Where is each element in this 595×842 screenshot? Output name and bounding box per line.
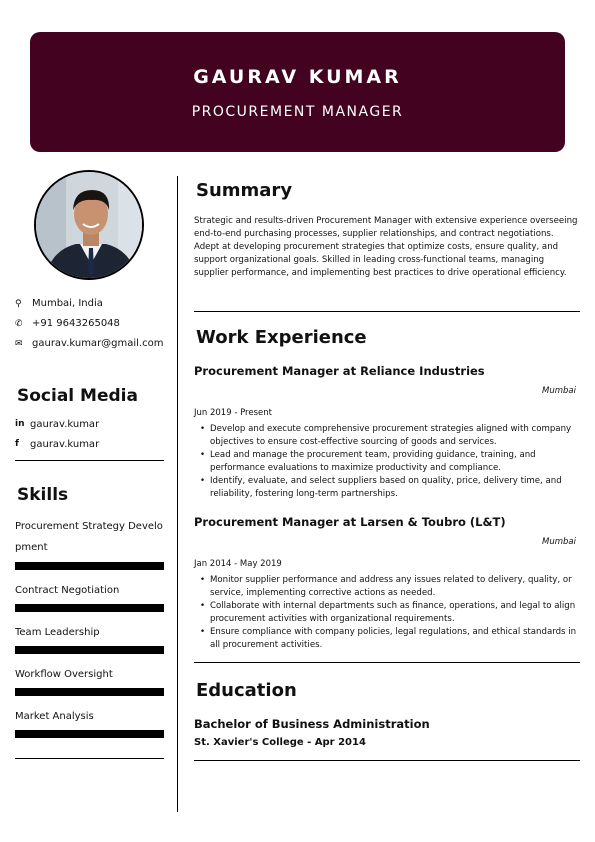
- location-text: Mumbai, India: [32, 298, 103, 309]
- skill-label: Procurement Strategy Development: [15, 521, 163, 553]
- skills-heading: Skills: [17, 485, 69, 505]
- skill-bar: [15, 730, 164, 738]
- profile-photo-illustration: [36, 172, 144, 280]
- job-dates: Jan 2014 - May 2019: [194, 559, 282, 569]
- linkedin-handle: gaurav.kumar: [30, 419, 100, 430]
- job-location: Mumbai: [542, 386, 576, 396]
- job-dates: Jun 2019 - Present: [194, 408, 272, 418]
- education-heading: Education: [196, 680, 297, 701]
- list-item: • Collaborate with internal departments such as finance, operations, and legal to align procurement activities with organizational requirements.: [194, 600, 580, 626]
- skill-bar: [15, 562, 164, 570]
- list-item: • Monitor supplier performance and address any issues related to delivery, quality, or service, implementing corrective actions as needed.: [194, 574, 580, 600]
- section-divider: [194, 662, 580, 663]
- list-item: • Develop and execute comprehensive procurement strategies aligned with company objectives to ensure cost-effective sourcing of goods and services.: [194, 423, 580, 449]
- facebook-handle: gaurav.kumar: [30, 439, 100, 450]
- work-experience-heading: Work Experience: [196, 327, 367, 348]
- section-divider: [194, 311, 580, 312]
- list-item: • Lead and manage the procurement team, providing guidance, training, and performance evaluations to maximize productivity and compliance.: [194, 449, 580, 475]
- linkedin-icon: in: [15, 419, 25, 429]
- candidate-role: PROCUREMENT MANAGER: [191, 104, 404, 120]
- skill-bar: [15, 688, 164, 696]
- list-item: • Identify, evaluate, and select suppliers based on quality, price, delivery time, and reliability, fostering long-term partnerships.: [194, 475, 580, 501]
- job-bullets: [194, 574, 580, 652]
- school-name: St. Xavier's College - Apr 2014: [194, 737, 366, 748]
- profile-photo: [34, 170, 144, 280]
- job-location: Mumbai: [542, 537, 576, 547]
- phone-text: +91 9643265048: [32, 318, 120, 329]
- phone-icon: ✆: [15, 319, 23, 329]
- social-media-heading: Social Media: [17, 386, 138, 406]
- sidebar-divider: [15, 460, 164, 461]
- skill-bar: [15, 646, 164, 654]
- map-pin-icon: ⚲: [15, 299, 22, 309]
- job-title: Procurement Manager at Larsen & Toubro (L&T): [194, 515, 506, 529]
- section-divider: [194, 760, 580, 761]
- job-bullets: [194, 423, 580, 501]
- skill-label: Team Leadership: [15, 627, 100, 638]
- degree-title: Bachelor of Business Administration: [194, 717, 430, 731]
- skill-label: Contract Negotiation: [15, 585, 120, 596]
- facebook-icon: f: [15, 439, 19, 449]
- sidebar-divider: [15, 758, 164, 759]
- envelope-icon: ✉: [15, 339, 23, 349]
- candidate-name: GAURAV KUMAR: [193, 66, 402, 88]
- skill-label: Market Analysis: [15, 711, 94, 722]
- job-title: Procurement Manager at Reliance Industries: [194, 364, 485, 378]
- column-divider: [177, 176, 178, 812]
- list-item: • Ensure compliance with company policies, legal regulations, and ethical standards in all procurement activities.: [194, 626, 580, 652]
- skill-bar: [15, 604, 164, 612]
- header-banner: [30, 32, 565, 152]
- summary-heading: Summary: [196, 180, 293, 201]
- summary-text: Strategic and results-driven Procurement Manager with extensive experience overseeing end-to-end purchasing processes, supplier relationships, and contract negotiations. Adept at developing procurement strategies that optimize costs, ensure quality, and support organizational goals. Skilled in leading cross-functional teams, managing supplier performance, and implementing best practices to drive operational efficiency.: [194, 216, 578, 278]
- skill-label: Workflow Oversight: [15, 669, 113, 680]
- email-text: gaurav.kumar@gmail.com: [32, 338, 164, 349]
